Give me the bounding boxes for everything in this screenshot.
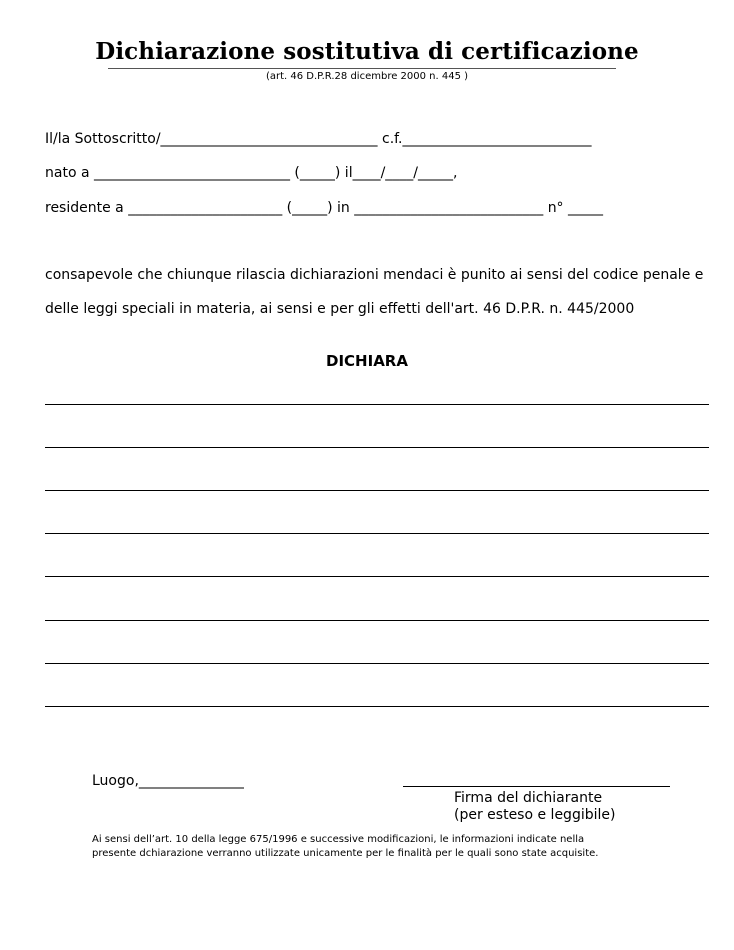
declaration-write-line[interactable]: [45, 533, 709, 534]
privacy-footnote-line-2: presente dchiarazione verranno utilizzate unicamente per le finalità per le quali sono state acquisite.: [92, 848, 599, 859]
field-nato-a[interactable]: nato a ____________________________ (_____) il____/____/_____,: [45, 165, 458, 181]
signature-label: Firma del dichiarante: [454, 790, 603, 806]
signature-note: (per esteso e leggibile): [454, 807, 616, 823]
privacy-footnote-line-1: Ai sensi dell’art. 10 della legge 675/1996 e successive modificazioni, le informazioni indicate nella: [92, 834, 585, 845]
declaration-write-line[interactable]: [45, 706, 709, 707]
declaration-write-line[interactable]: [45, 447, 709, 448]
luogo-field[interactable]: Luogo,_______________: [92, 773, 244, 789]
declaration-write-line[interactable]: [45, 490, 709, 491]
statement-line-2: delle leggi speciali in materia, ai sensi e per gli effetti dell'art. 46 D.P.R. n. 445/2000: [45, 301, 635, 317]
document-title: Dichiarazione sostitutiva di certificazione: [95, 38, 639, 65]
dichiara-heading: DICHIARA: [326, 352, 408, 370]
statement-line-1: consapevole che chiunque rilascia dichiarazioni mendaci è punito ai sensi del codice penale e: [45, 267, 704, 283]
declaration-write-line[interactable]: [45, 620, 709, 621]
document-subtitle: (art. 46 D.P.R.28 dicembre 2000 n. 445 ): [265, 71, 469, 82]
title-underline: [108, 68, 616, 69]
field-residente-a[interactable]: residente a ______________________ (_____) in ___________________________ n° _____: [45, 200, 604, 216]
declaration-write-line[interactable]: [45, 576, 709, 577]
declaration-write-line[interactable]: [45, 404, 709, 405]
field-sottoscritto-cf[interactable]: Il/la Sottoscritto/_______________________________ c.f.___________________________: [45, 131, 592, 147]
declaration-write-line[interactable]: [45, 663, 709, 664]
signature-line[interactable]: [403, 786, 670, 787]
